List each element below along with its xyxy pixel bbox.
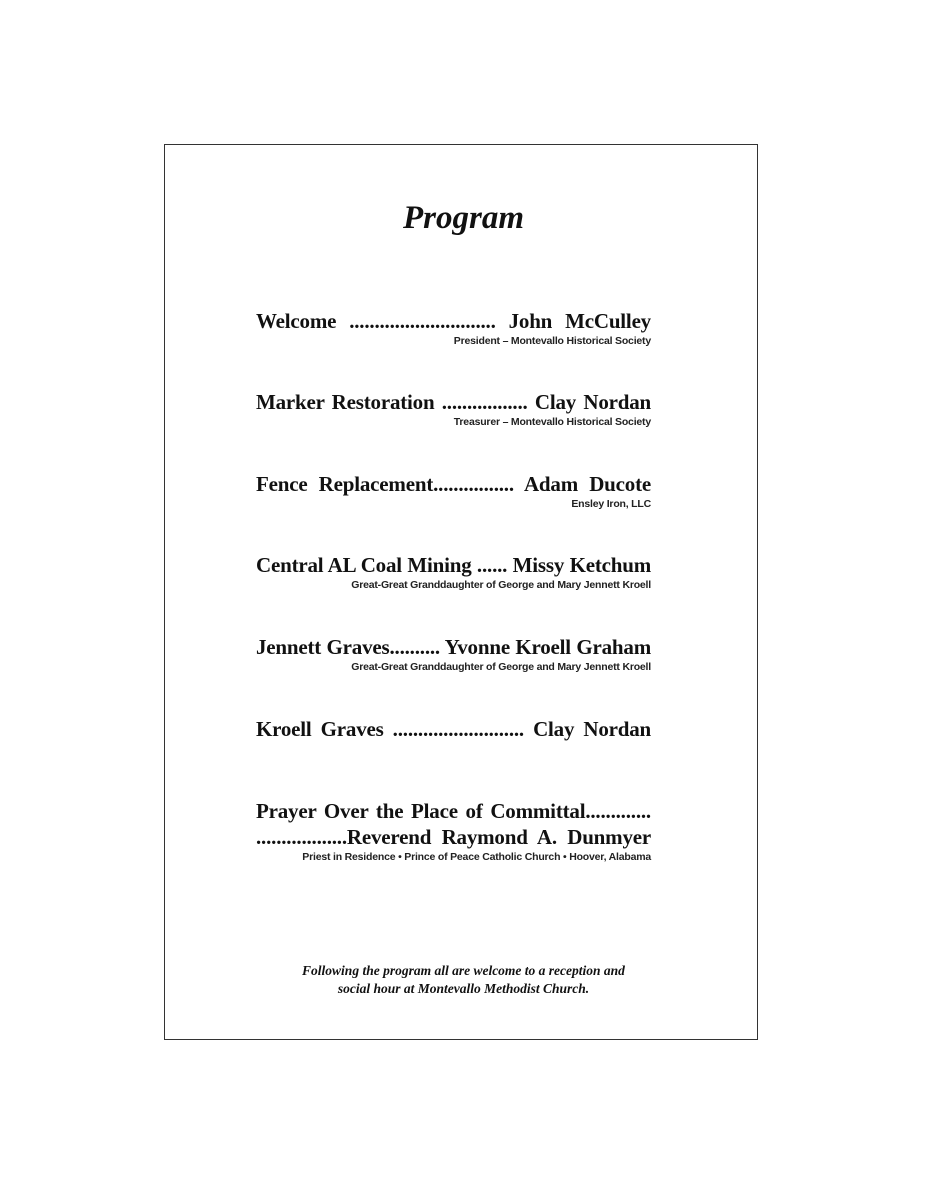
program-item-kroell-graves <box>256 716 651 742</box>
program-item-line: Jennett Graves.......... Yvonne Kroell Graham <box>256 635 651 659</box>
program-item-line-continued: ..................Reverend Raymond A. Dunmyer <box>256 825 651 849</box>
program-item-coal-mining <box>256 552 651 592</box>
reception-note <box>0 962 927 998</box>
program-item-welcome <box>256 308 651 348</box>
program-item-subtitle: Ensley Iron, LLC <box>571 498 651 510</box>
program-item-subtitle: Great-Great Granddaughter of George and Mary Jennett Kroell <box>351 579 651 591</box>
reception-note-line: social hour at Montevallo Methodist Church. <box>337 981 590 996</box>
program-item-line: Welcome ............................. John McCulley <box>256 309 651 333</box>
program-item-subtitle: Great-Great Granddaughter of George and Mary Jennett Kroell <box>351 661 651 673</box>
reception-note-line: Following the program all are welcome to a reception and <box>302 963 625 978</box>
program-item-subtitle: Treasurer – Montevallo Historical Society <box>453 416 651 428</box>
program-item-line: Kroell Graves .......................... Clay Nordan <box>256 717 651 741</box>
program-item-line: Fence Replacement................ Adam Ducote <box>256 472 651 496</box>
program-title: Program <box>402 200 524 236</box>
program-item-line: Marker Restoration ................. Clay Nordan <box>256 390 651 414</box>
program-item-fence-replacement <box>256 471 651 511</box>
program-item-subtitle: President – Montevallo Historical Society <box>453 335 651 347</box>
program-item-marker-restoration <box>256 389 651 429</box>
program-page-border <box>164 144 758 1040</box>
program-item-prayer <box>256 798 651 864</box>
program-item-line: Central AL Coal Mining ...... Missy Ketchum <box>256 553 651 577</box>
program-item-jennett-graves <box>256 634 651 674</box>
program-item-subtitle: Priest in Residence • Prince of Peace Catholic Church • Hoover, Alabama <box>302 851 651 863</box>
program-item-line: Prayer Over the Place of Committal............. <box>256 799 651 823</box>
